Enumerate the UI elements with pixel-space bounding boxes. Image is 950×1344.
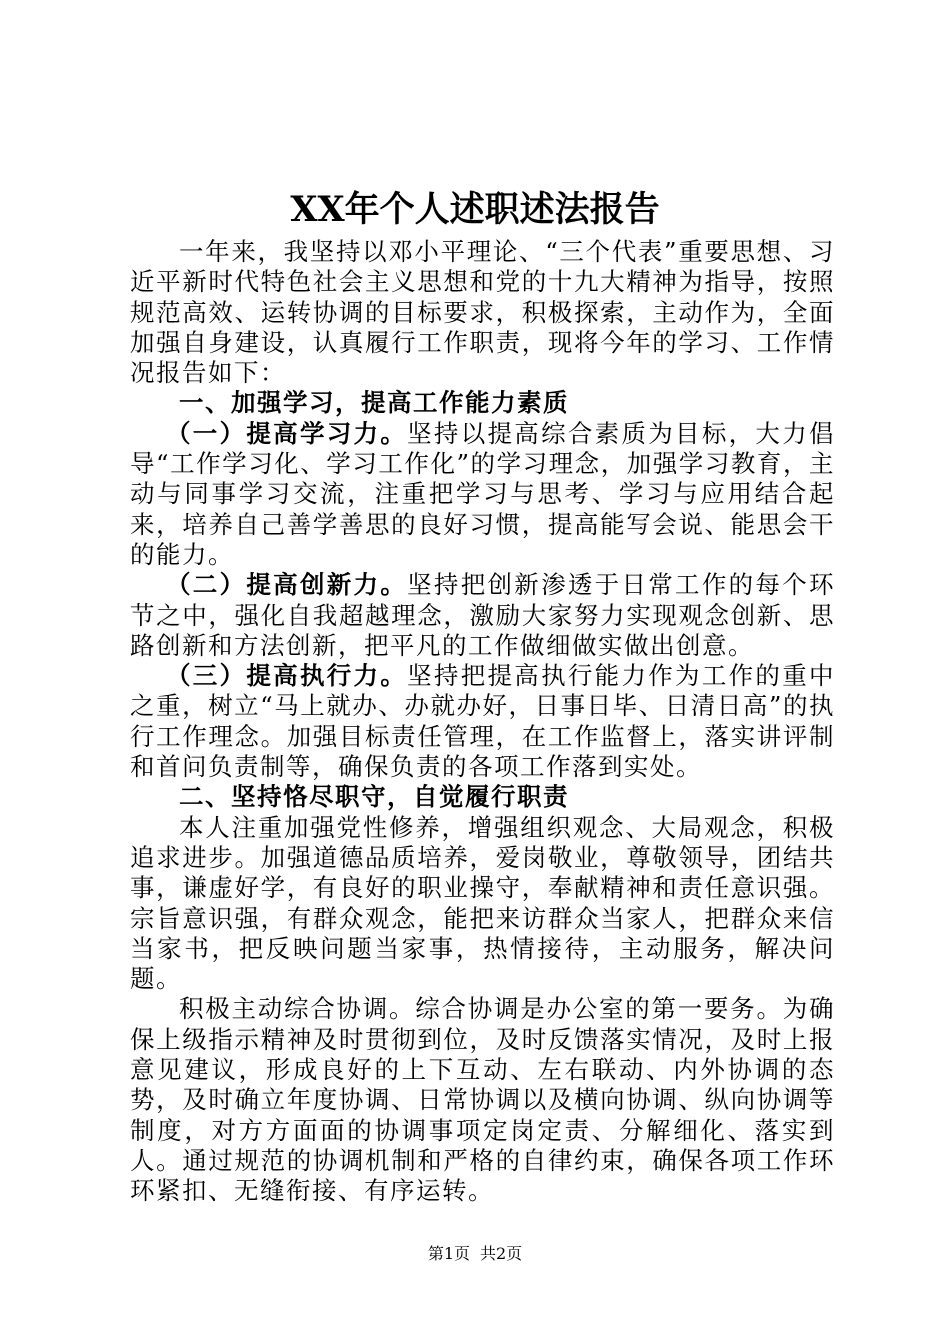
- page-total: 共2页: [480, 1244, 523, 1263]
- body-paragraph: 积极主动综合协调。综合协调是办公室的第一要务。为确保上级指示精神及时贯彻到位，及时反馈落实情况，及时上报意见建议，形成良好的上下互动、左右联动、内外协调的态势，及时确立年度协调、日常协调以及横向协调、纵向协调等制度，对方方面面的协调事项定岗定责、分解细化、落实到人。通过规范的协调机制和严格的自律约束，确保各项工作环环紧扣、无缝衔接、有序运转。: [130, 994, 835, 1206]
- section-heading: 二、坚持恪尽职守，自觉履行职责: [179, 782, 569, 812]
- subsection-text: 坚持把创新渗透于日常工作的每个环节之中，强化自我超越理念，激励大家努力实现观念创新、思路创新和方法创新，把平凡的工作做细做实做出创意。: [130, 570, 835, 660]
- subsection-paragraph: [130, 419, 835, 570]
- subsection-text: 坚持把提高执行能力作为工作的重中之重，树立“马上就办、办就办好，日事日毕、日清日高”的执行工作理念。加强目标责任管理，在工作监督上，落实讲评制和首问负责制等，确保负责的各项工作落到实处。: [130, 661, 835, 782]
- page-footer: [0, 1244, 950, 1264]
- subsection-paragraph: [130, 570, 835, 661]
- document-title: XX年个人述职述法报告: [290, 189, 660, 230]
- intro-paragraph: 一年来，我坚持以邓小平理论、“三个代表”重要思想、习近平新时代特色社会主义思想和党的十九大精神为指导，按照规范高效、运转协调的目标要求，积极探索，主动作为，全面加强自身建设，认真履行工作职责，现将今年的学习、工作情况报告如下：: [130, 237, 835, 388]
- subsection-lead: （三）提高执行力。: [166, 661, 408, 691]
- subsection-paragraph: [130, 661, 835, 782]
- section-heading: 一、加强学习，提高工作能力素质: [179, 388, 569, 418]
- subsection-text: 坚持以提高综合素质为目标，大力倡导“工作学习化、学习工作化”的学习理念，加强学习教育，主动与同事学习交流，注重把学习与思考、学习与应用结合起来，培养自己善学善思的良好习惯，提高能写会说、能思会干的能力。: [130, 418, 835, 569]
- body-paragraph: 本人注重加强党性修养，增强组织观念、大局观念，积极追求进步。加强道德品质培养，爱岗敬业，尊敬领导，团结共事，谦虚好学，有良好的职业操守，奉献精神和责任意识强。宗旨意识强，有群众观念，能把来访群众当家人，把群众来信当家书，把反映问题当家事，热情接待，主动服务，解决问题。: [130, 812, 835, 994]
- subsection-lead: （二）提高创新力。: [166, 570, 408, 600]
- subsection-lead: （一）提高学习力。: [166, 418, 408, 448]
- page-number: 第1页: [427, 1244, 470, 1263]
- document-body: [130, 237, 835, 1207]
